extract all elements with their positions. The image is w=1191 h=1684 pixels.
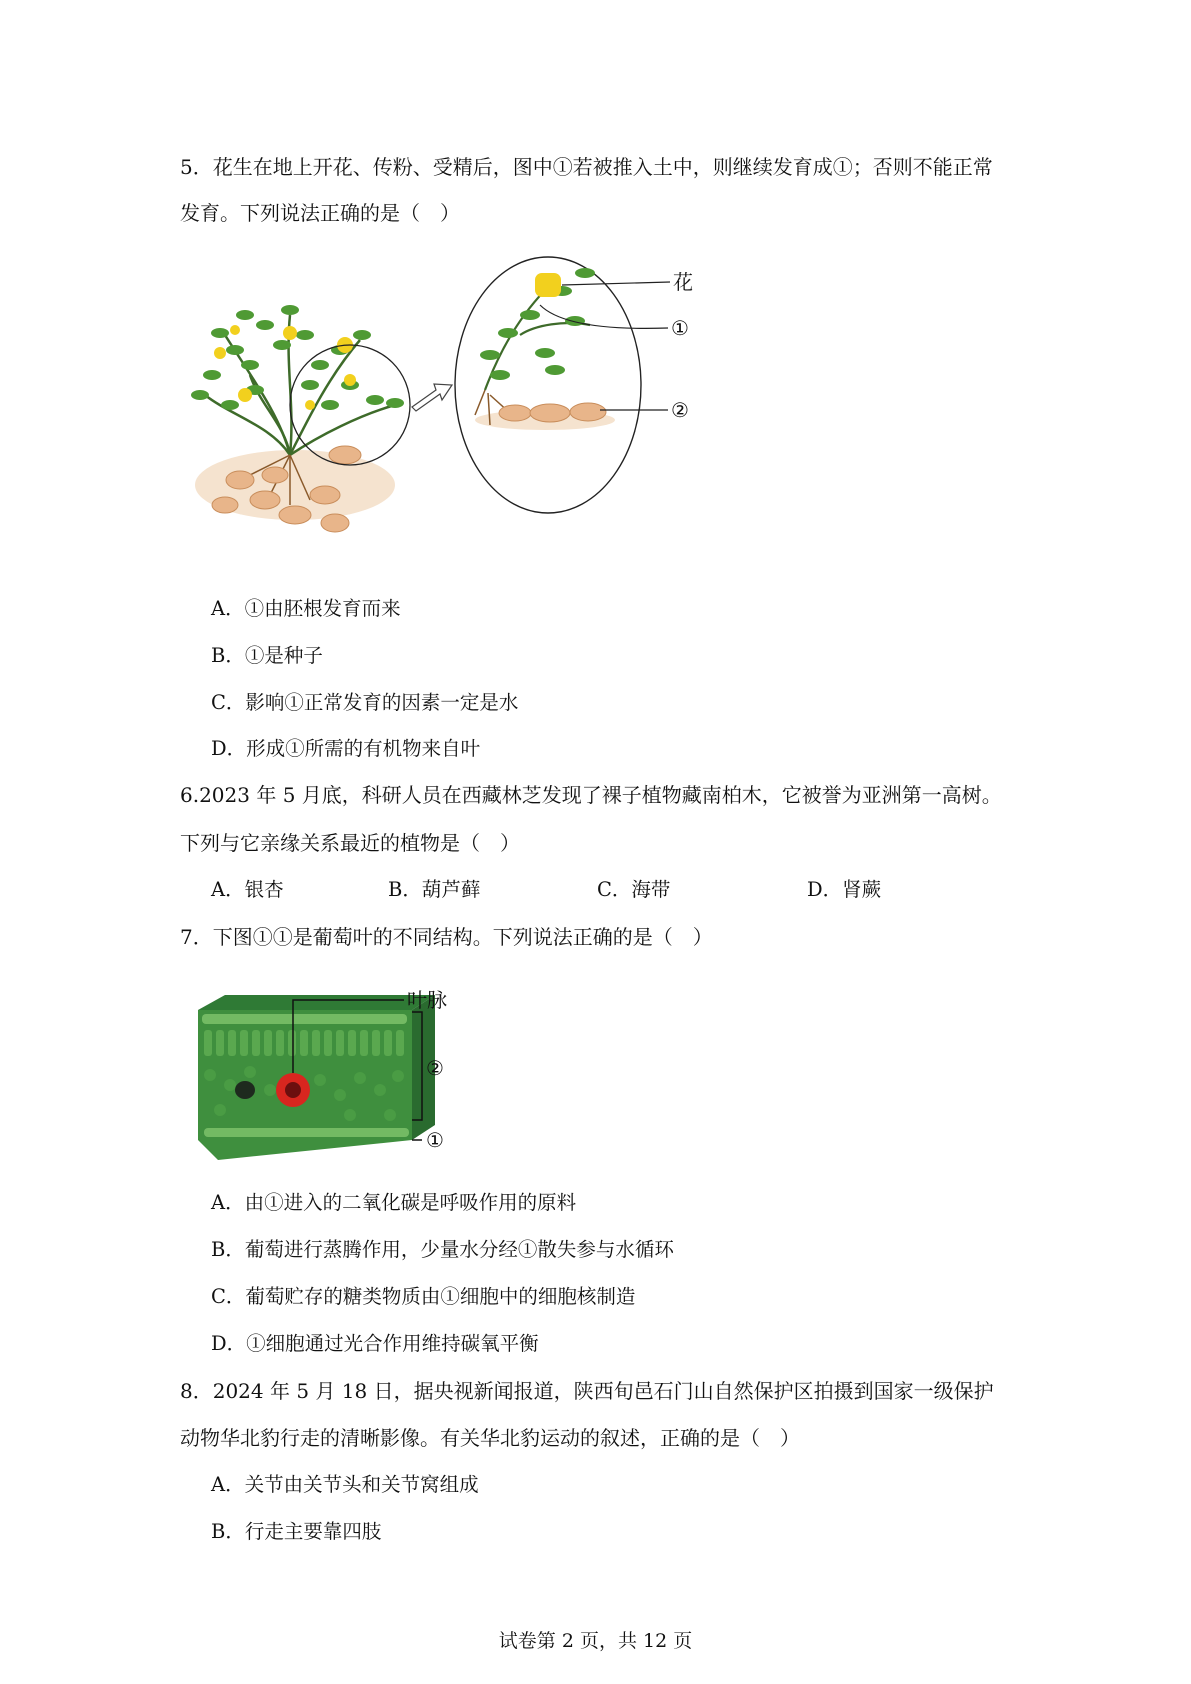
q8-option-a: A．关节由关节头和关节窝组成: [211, 1473, 479, 1496]
q8-stem-line1: 8．2024 年 5 月 18 日，据央视新闻报道，陕西旬邑石门山自然保护区拍摄到国家一级保护: [180, 1379, 994, 1403]
q8-option-b: B．行走主要靠四肢: [211, 1520, 382, 1543]
q5-option-d: D．形成①所需的有机物来自叶: [211, 737, 481, 760]
lower-epidermis: [204, 1128, 409, 1137]
q5-option-b: B．①是种子: [211, 644, 323, 667]
q6-stem-line1: 6.2023 年 5 月底，科研人员在西藏林芝发现了裸子植物藏南柏木，它被誉为亚洲第一高树。: [180, 783, 1002, 807]
label-circled-1: ①: [671, 316, 689, 340]
label-circled-2: ②: [426, 1056, 444, 1080]
palisade-cells: [204, 1030, 404, 1056]
q7-option-b: B．葡萄进行蒸腾作用，少量水分经①散失参与水循环: [211, 1238, 674, 1261]
page-footer: 试卷第 2 页，共 12 页: [498, 1630, 693, 1652]
arrow-icon: [412, 384, 452, 411]
q5-stem-line2: 发育。下列说法正确的是（ ）: [180, 201, 460, 225]
label-vein: 叶脉: [407, 990, 447, 1012]
q8-stem-line2: 动物华北豹行走的清晰影像。有关华北豹运动的叙述，正确的是（ ）: [180, 1426, 800, 1450]
q6-option-a: A．银杏: [211, 878, 284, 901]
q6-option-b: B．葫芦藓: [388, 878, 481, 901]
q6-option-c: C．海带: [597, 878, 671, 901]
leaf-cross-section-figure: [190, 990, 490, 1165]
q6-stem-line2: 下列与它亲缘关系最近的植物是（ ）: [180, 831, 520, 855]
q5-stem-line1: 5．花生在地上开花、传粉、受精后，图中①若被推入土中，则继续发育成①；否则不能正常: [180, 155, 993, 179]
q7-option-d: D．①细胞通过光合作用维持碳氧平衡: [211, 1332, 539, 1355]
peanut-plant-figure: [190, 255, 750, 555]
q7-stem: 7．下图①①是葡萄叶的不同结构。下列说法正确的是（ ）: [180, 925, 713, 949]
q7-option-c: C．葡萄贮存的糖类物质由①细胞中的细胞核制造: [211, 1285, 636, 1308]
q6-option-d: D．肾蕨: [807, 878, 882, 901]
label-circled-1: ①: [426, 1128, 444, 1152]
zoom-flower: [535, 273, 561, 297]
q7-option-a: A．由①进入的二氧化碳是呼吸作用的原料: [211, 1191, 577, 1214]
plant-flowers: [214, 325, 356, 410]
label-flower: 花: [673, 270, 693, 294]
upper-epidermis: [202, 1014, 407, 1024]
q5-option-a: A．①由胚根发育而来: [211, 597, 401, 620]
label-circled-2: ②: [671, 398, 689, 422]
q5-option-c: C．影响①正常发育的因素一定是水: [211, 691, 519, 714]
zoom-pods: [499, 403, 606, 422]
